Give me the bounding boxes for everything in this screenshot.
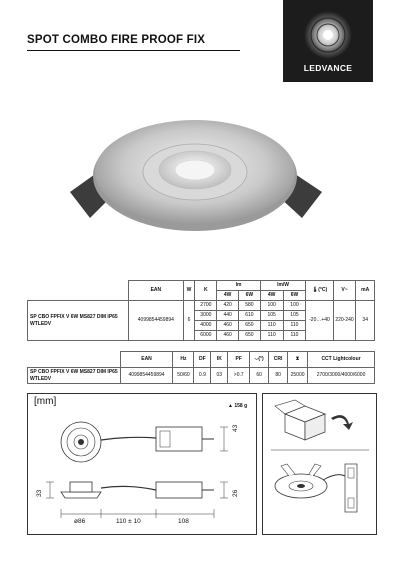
- installation-illustration: [262, 393, 377, 535]
- lm-4w-value: 440: [217, 311, 239, 321]
- lmw-4w-value: 105: [260, 311, 283, 321]
- col-lifetime: [288, 352, 308, 368]
- volt-value: 220-240: [333, 301, 356, 341]
- col-cct: CCT Lightcolour: [308, 352, 375, 368]
- col-lm: lm: [217, 281, 261, 291]
- temp-value: -20…+40: [306, 301, 333, 341]
- lm-6w-value: 650: [238, 321, 260, 331]
- dim-height-luminaire: 33: [36, 489, 43, 497]
- weight-label: ▲ 158 g: [228, 403, 248, 409]
- ik-value: 03: [211, 368, 228, 384]
- title-underline: [27, 50, 240, 51]
- col-w: W: [183, 281, 195, 301]
- ma-value: 34: [356, 301, 375, 341]
- lmw-4w-value: 110: [260, 321, 283, 331]
- col-lmw: lm/W: [260, 281, 306, 291]
- pf-value: >0.7: [228, 368, 250, 384]
- thermometer-icon: 🌡: [311, 287, 319, 293]
- brand-emblem-icon: [283, 0, 373, 62]
- lm-6w-value: 650: [238, 331, 260, 341]
- lifetime-value: 25000: [288, 368, 308, 384]
- beam-angle-value: 60: [250, 368, 269, 384]
- brand-logo: [283, 0, 373, 82]
- dim-height-driver: 43: [232, 424, 239, 432]
- lm-4w-value: 420: [217, 301, 239, 311]
- col-lmw-6w: 6W: [283, 291, 306, 301]
- cct-value: 2700/3000/4000/6000: [308, 368, 375, 384]
- col-ik: IK: [211, 352, 228, 368]
- k-value: 4000: [195, 321, 217, 331]
- w-value: 6: [183, 301, 195, 341]
- lmw-6w-value: 110: [283, 321, 306, 331]
- product-name: SP CBO FPFIX V 6W MS827 DIM IP65 WTLEDV: [28, 301, 129, 341]
- lm-6w-value: 580: [238, 301, 260, 311]
- product-image: [60, 100, 330, 240]
- brand-name: LEDVANCE: [303, 63, 353, 73]
- installation-drawing: [263, 394, 376, 534]
- hourglass-icon: ⧗: [295, 356, 300, 362]
- lm-4w-value: 460: [217, 331, 239, 341]
- page-title: SPOT COMBO FIRE PROOF FIX: [27, 34, 206, 46]
- col-pf: PF: [228, 352, 250, 368]
- spec-table-electrical: [27, 351, 375, 384]
- lm-6w-value: 610: [238, 311, 260, 321]
- col-ean: EAN: [129, 281, 183, 301]
- col-cri: CRI: [269, 352, 288, 368]
- lmw-6w-value: 110: [283, 331, 306, 341]
- ean-value: 4099854459894: [129, 301, 183, 341]
- k-value: 3000: [195, 311, 217, 321]
- col-volt: V~: [333, 281, 356, 301]
- lm-4w-value: 460: [217, 321, 239, 331]
- col-lm-6w: 6W: [238, 291, 260, 301]
- col-temp: 🌡(°C): [306, 281, 333, 301]
- package-icon: [275, 400, 325, 440]
- df-value: 0.9: [194, 368, 211, 384]
- unit-label: [mm]: [34, 396, 57, 407]
- product-name: SP CBO FPFIX V 6W MS827 DIM IP65 WTLEDV: [28, 368, 121, 384]
- dim-diameter: ø86: [74, 518, 86, 525]
- lmw-6w-value: 100: [283, 301, 306, 311]
- beam-angle-icon: ⌵: [254, 356, 259, 362]
- lmw-4w-value: 100: [260, 301, 283, 311]
- table-row: [28, 368, 375, 384]
- col-beam-angle: ⌵(°): [250, 352, 269, 368]
- dim-driver-length: 108: [178, 518, 189, 525]
- k-value: 2700: [195, 301, 217, 311]
- hz-value: 50/60: [173, 368, 194, 384]
- weight-icon: ▲: [228, 403, 233, 409]
- k-value: 6000: [195, 331, 217, 341]
- lmw-6w-value: 105: [283, 311, 306, 321]
- spec-table-photometric: [27, 280, 375, 341]
- lmw-4w-value: 110: [260, 331, 283, 341]
- rotate-arrow-icon: [331, 415, 353, 430]
- col-k: K: [195, 281, 217, 301]
- cri-value: 80: [269, 368, 288, 384]
- technical-drawing: [27, 393, 257, 535]
- col-ean: EAN: [120, 352, 173, 368]
- dim-cable-length: 110 ± 10: [116, 518, 141, 525]
- col-hz: Hz: [173, 352, 194, 368]
- dim-height-driver-side: 26: [232, 489, 239, 497]
- col-lm-4w: 4W: [217, 291, 239, 301]
- col-ma: mA: [356, 281, 375, 301]
- col-lmw-4w: 4W: [260, 291, 283, 301]
- ean-value: 4099854459894: [120, 368, 173, 384]
- table-row: [28, 301, 375, 311]
- col-df: DF: [194, 352, 211, 368]
- dimension-drawing: [28, 394, 256, 534]
